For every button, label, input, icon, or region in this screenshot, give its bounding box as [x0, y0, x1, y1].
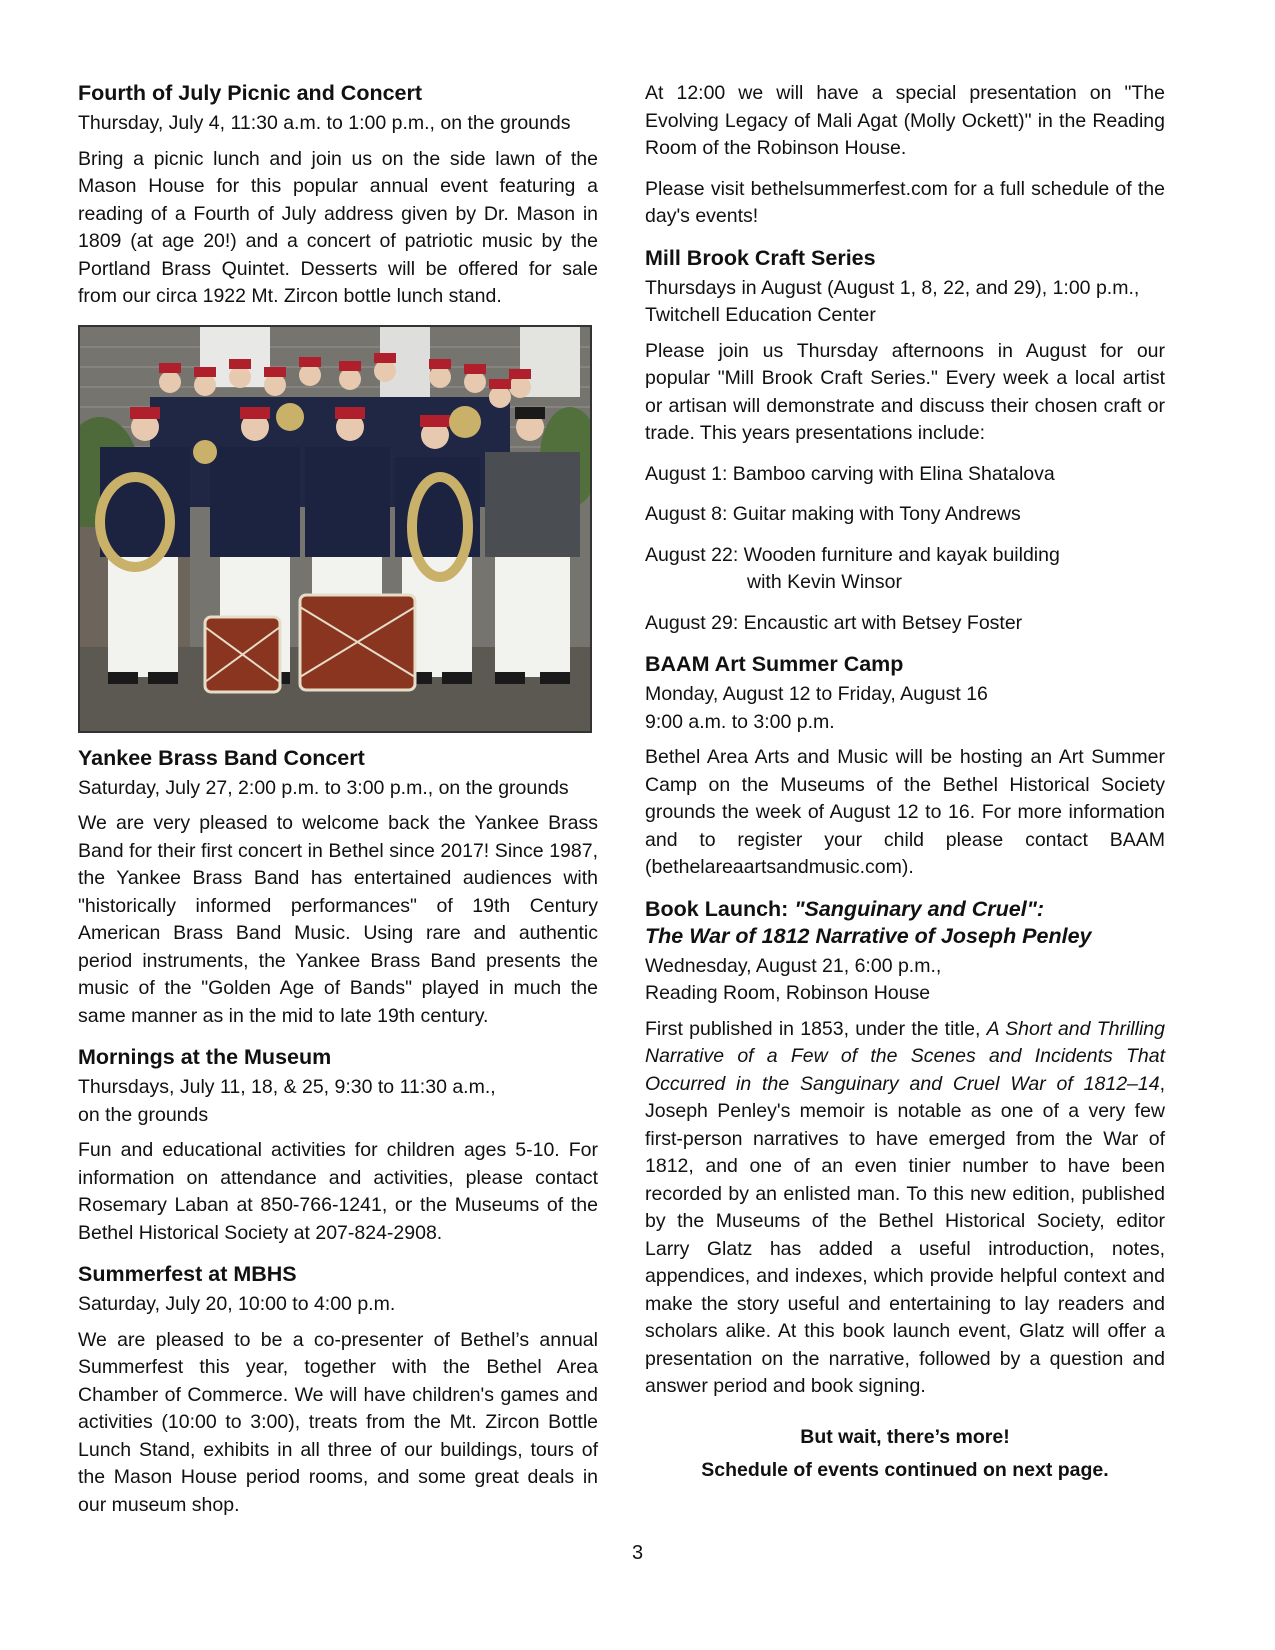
event-when-line2: Twitchell Education Center	[645, 304, 876, 326]
event-title	[645, 896, 1165, 923]
event-summerfest	[78, 1261, 598, 1519]
event-description: Please join us Thursday afternoons in August for our popular "Mill Brook Craft Series." Every week a local artist or artisan will demonstrate and discuss their chosen craft or trade. This years presentations include:	[645, 339, 1165, 444]
closing-line2: Schedule of events continued on next page.	[701, 1458, 1109, 1481]
event-mornings-museum	[78, 1044, 598, 1247]
schedule-item	[645, 542, 1165, 597]
book-full-title: A Short and Thrilling Narrative of a Few of the Scenes and Incidents That Occurred in the Sanguinary and Cruel War of 1812–14	[645, 1017, 1165, 1095]
event-when: Saturday, July 20, 10:00 to 4:00 p.m.	[78, 1293, 396, 1315]
book-title-italic: "Sanguinary and Cruel":	[794, 896, 1045, 921]
event-title: Yankee Brass Band Concert	[78, 745, 365, 770]
summerfest-visit-text: Please visit bethelsummerfest.com for a full schedule of the day's events!	[645, 177, 1165, 227]
schedule-item-text: August 1: Bamboo carving with Elina Shatalova	[645, 462, 1055, 485]
event-when: Thursday, July 4, 11:30 a.m. to 1:00 p.m., on the grounds	[78, 112, 571, 134]
event-summerfest-continued	[645, 80, 1165, 231]
page-number: 3	[631, 1542, 644, 1564]
event-when-line1: Thursdays, July 11, 18, & 25, 9:30 to 11:30 a.m.,	[78, 1076, 496, 1098]
closing-note	[645, 1421, 1165, 1487]
event-description: We are pleased to be a co-presenter of Bethel’s annual Summerfest this year, together with the Bethel Area Chamber of Commerce. We will have children's games and activities (10:00 to 3:00), treats from the Mt. Zircon Bottle Lunch Stand, exhibits in all three of our buildings, tours of the Mason House period rooms, and some great deals in our museum shop.	[78, 1328, 598, 1516]
event-description: Bring a picnic lunch and join us on the side lawn of the Mason House for this popular annual event featuring a reading of a Fourth of July address given by Dr. Mason in 1809 (at age 20!) and a concert of patriotic music by the Portland Brass Quintet. Desserts will be offered for sale from our circa 1922 Mt. Zircon bottle lunch stand.	[78, 147, 598, 307]
event-when-line2: Reading Room, Robinson House	[645, 982, 931, 1004]
band-photo	[78, 325, 592, 733]
event-when-line1: Wednesday, August 21, 6:00 p.m.,	[645, 954, 942, 977]
book-body-part1: First published in 1853, under the title,	[645, 1017, 987, 1040]
summerfest-presentation-text: At 12:00 we will have a special presentation on "The Evolving Legacy of Mali Agat (Molly Ockett)" in the Reading Room of the Robinson House.	[645, 82, 1165, 159]
event-title: Mornings at the Museum	[78, 1045, 332, 1069]
book-title-prefix: Book Launch:	[645, 896, 795, 921]
book-body-part2: , Joseph Penley's memoir is notable as one of a very few first-person narratives to have emerged from the War of 1812, and one of an even tinier number to have been recorded by an enlisted man. To this new edition, published by the Museums of the Bethel Historical Society, editor Larry Glatz has added a useful introduction, notes, appendices, and indexes, which provide helpful context and make the story useful and entertaining to lay readers and scholars alike. At this book launch event, Glatz will offer a presentation on the narrative, followed by a question and answer period and book signing.	[645, 1072, 1165, 1397]
event-description: Fun and educational activities for children ages 5-10. For information on attendance and activities, please contact Rosemary Laban at 850-766-1241, or the Museums of the Bethel Historical Society at 207-824-2908.	[78, 1139, 598, 1244]
schedule-item	[645, 610, 1165, 638]
event-description: Bethel Area Arts and Music will be hosting an Art Summer Camp on the Museums of the Bethel Historical Society grounds the week of August 12 to 16. For more information and to register your child please contact BAAM (bethelareaartsandmusic.com).	[645, 746, 1165, 878]
event-title: BAAM Art Summer Camp	[645, 652, 904, 676]
event-yankee-brass	[78, 745, 598, 1031]
event-title: Fourth of July Picnic and Concert	[78, 81, 423, 105]
schedule-item-text: August 8: Guitar making with Tony Andrews	[645, 503, 1021, 525]
schedule-item	[645, 501, 1165, 529]
event-when-line2: on the grounds	[78, 1103, 209, 1126]
event-when: Saturday, July 27, 2:00 p.m. to 3:00 p.m., on the grounds	[78, 776, 569, 799]
left-column	[78, 80, 598, 1533]
event-description: We are very pleased to welcome back the Yankee Brass Band for their first concert in Bethel since 2017! Since 1987, the Yankee Brass Band has entertained audiences with "historically informed performances" of 19th Century American Brass Band Music. Using rare and authentic period instruments, the Yankee Brass Band presents the music of the "Golden Age of Bands" played in much the same manner as in the mid to late 19th century.	[78, 812, 598, 1027]
event-when-line1: Monday, August 12 to Friday, August 16	[645, 683, 988, 705]
event-baam-camp	[645, 651, 1165, 882]
schedule-item	[645, 461, 1165, 489]
event-when-line1: Thursdays in August (August 1, 8, 22, and 29), 1:00 p.m.,	[645, 276, 1140, 299]
event-title: Mill Brook Craft Series	[645, 245, 876, 270]
right-column	[645, 80, 1165, 1487]
schedule-item-text: August 29: Encaustic art with Betsey Foster	[645, 611, 1023, 634]
event-title: Summerfest at MBHS	[78, 1262, 297, 1286]
event-mill-brook	[645, 245, 1165, 638]
closing-line1: But wait, there’s more!	[800, 1425, 1010, 1448]
book-subtitle: The War of 1812 Narrative of Joseph Penley	[645, 923, 1092, 948]
event-description	[645, 1016, 1165, 1401]
event-when-line2: 9:00 a.m. to 3:00 p.m.	[645, 710, 835, 733]
event-book-launch	[645, 896, 1165, 1401]
schedule-item-continuation: with Kevin Winsor	[747, 571, 902, 593]
event-fourth-of-july	[78, 80, 598, 311]
schedule-item-text: August 22: Wooden furniture and kayak building	[645, 543, 1060, 566]
